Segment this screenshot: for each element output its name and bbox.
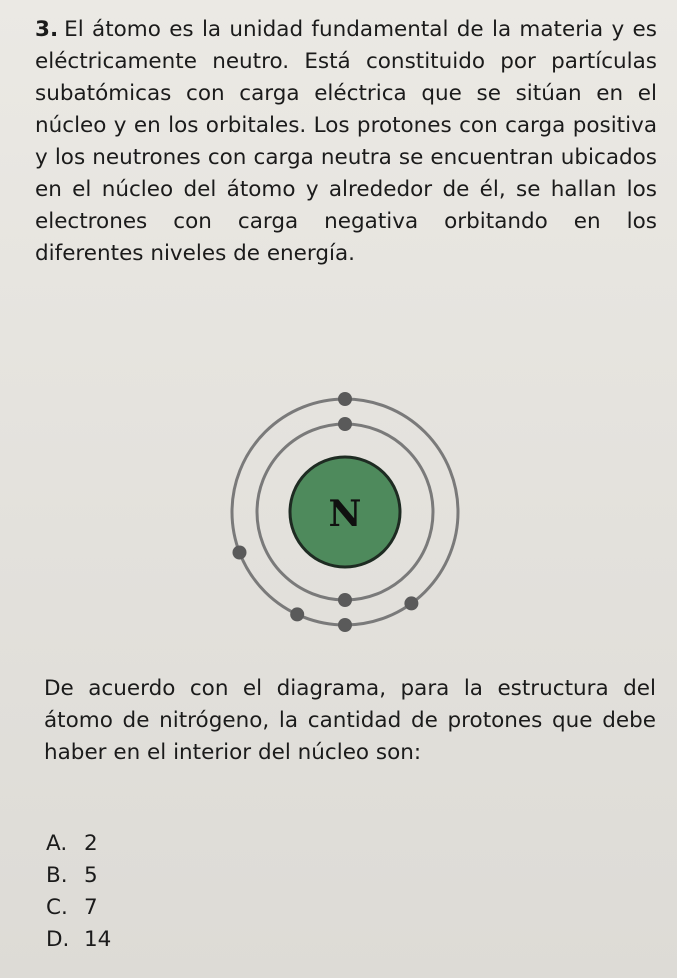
electron-inner-shell (338, 417, 352, 431)
option-value: 14 (84, 927, 112, 952)
electron-outer-shell (404, 596, 418, 610)
electron-outer-shell (338, 618, 352, 632)
option-b[interactable] (46, 860, 111, 892)
nucleus-label: N (328, 493, 362, 535)
option-letter: D. (46, 927, 70, 952)
option-value: 2 (84, 831, 98, 856)
question-text: El átomo es la unidad fundamental de la materia y es eléctricamente neutro. Está constituido por partículas subatómicas con carga eléctrica que se sitúan en el núcleo y en los orbitales. Los protones con carga positiva y los neutrones con carga neutra se encuentran ubicados en el núcleo del átomo y alrededor de él, se hallan los electrones con carga negativa orbitando en los diferentes niveles de energía. (35, 17, 657, 266)
nitrogen-atom-diagram (225, 385, 485, 645)
option-a[interactable] (46, 828, 111, 860)
question-number: 3. (35, 17, 59, 42)
option-letter: C. (46, 895, 68, 920)
option-c[interactable] (46, 892, 111, 924)
option-value: 5 (84, 863, 98, 888)
option-value: 7 (84, 895, 98, 920)
question-prompt: De acuerdo con el diagrama, para la estructura del átomo de nitrógeno, la cantidad de protones que debe haber en el interior del núcleo son: (44, 676, 656, 765)
option-letter: A. (46, 831, 68, 856)
electron-outer-shell (338, 392, 352, 406)
option-d[interactable] (46, 924, 111, 956)
answer-options (46, 828, 111, 956)
electron-inner-shell (338, 593, 352, 607)
option-letter: B. (46, 863, 68, 888)
electron-outer-shell (233, 546, 247, 560)
electron-outer-shell (290, 607, 304, 621)
question-block (35, 14, 657, 270)
